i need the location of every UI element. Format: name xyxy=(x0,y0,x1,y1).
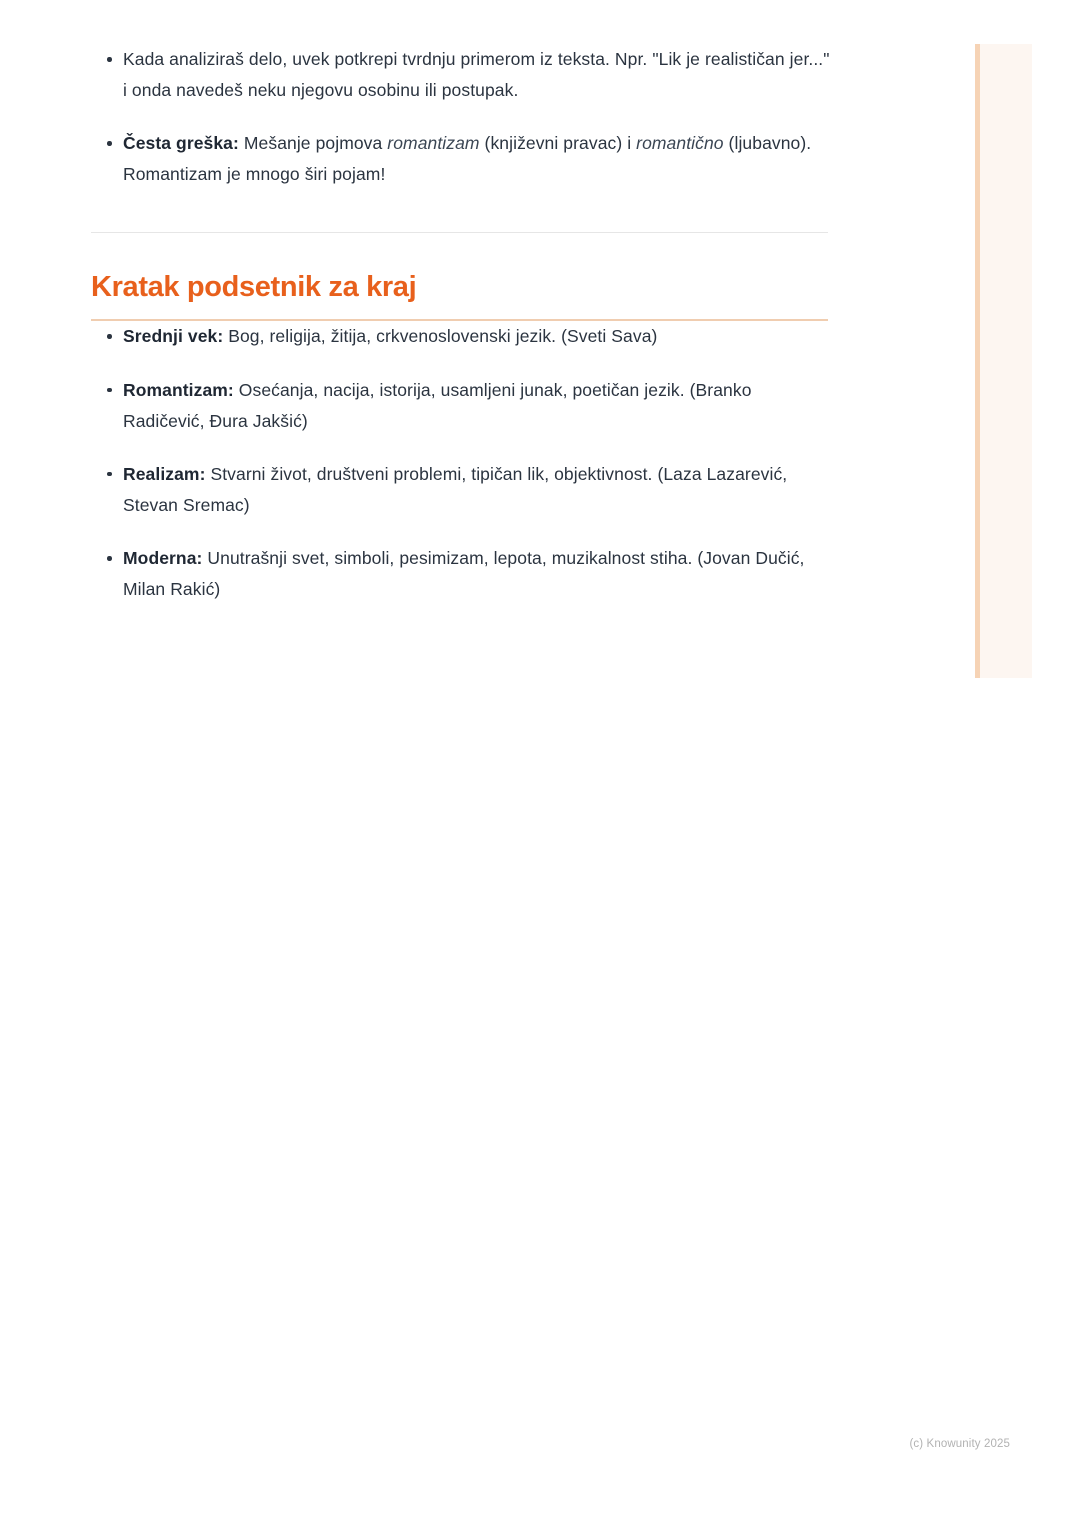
list-item-text: Stvarni život, društveni problemi, tipičan lik, objektivnost. (Laza Lazarević, Stevan Sremac) xyxy=(123,463,788,515)
list-item-italic-term-1: romantizam xyxy=(387,133,480,154)
tips-list xyxy=(91,44,831,191)
list-item-text-part2: (književni pravac) i xyxy=(479,133,637,154)
list-item-lead: Romantizam: xyxy=(123,379,234,400)
list-item-italic-term-2: romantično xyxy=(636,133,724,154)
list-item-lead: Moderna: xyxy=(123,548,203,569)
section-divider xyxy=(91,232,828,233)
decorative-accent-bar xyxy=(975,44,1032,678)
list-item xyxy=(91,128,831,190)
footer-copyright: (c) Knowunity 2025 xyxy=(909,1438,1010,1450)
list-item xyxy=(91,44,831,106)
list-item xyxy=(91,543,831,605)
list-item-lead: Srednji vek: xyxy=(123,326,224,347)
list-item-lead: Realizam: xyxy=(123,463,206,484)
list-item-text-part3: (ljubavno). Romantizam je mnogo širi pojam! xyxy=(123,133,812,185)
list-item xyxy=(91,321,831,352)
list-item-text: Bog, religija, žitija, crkvenoslovenski jezik. (Sveti Sava) xyxy=(223,326,658,347)
list-item xyxy=(91,375,831,437)
list-item-text-part1: Mešanje pojmova xyxy=(238,133,388,154)
list-item-text: Unutrašnji svet, simboli, pesimizam, lepota, muzikalnost stiha. (Jovan Dučić, Milan Rakić) xyxy=(123,548,805,600)
list-item-text: Kada analiziraš delo, uvek potkrepi tvrdnju primerom iz teksta. Npr. "Lik je realističan jer..." i onda navedeš neku njegovu osobinu ili postupak. xyxy=(123,49,830,101)
list-item xyxy=(91,459,831,521)
recap-list xyxy=(91,321,831,605)
list-item-text: Osećanja, nacija, istorija, usamljeni junak, poetičan jezik. (Branko Radičević, Đura Jakšić) xyxy=(123,379,752,431)
section-heading: Kratak podsetnik za kraj xyxy=(91,270,417,303)
list-item-lead: Česta greška: xyxy=(123,133,239,154)
document-content xyxy=(91,44,831,605)
